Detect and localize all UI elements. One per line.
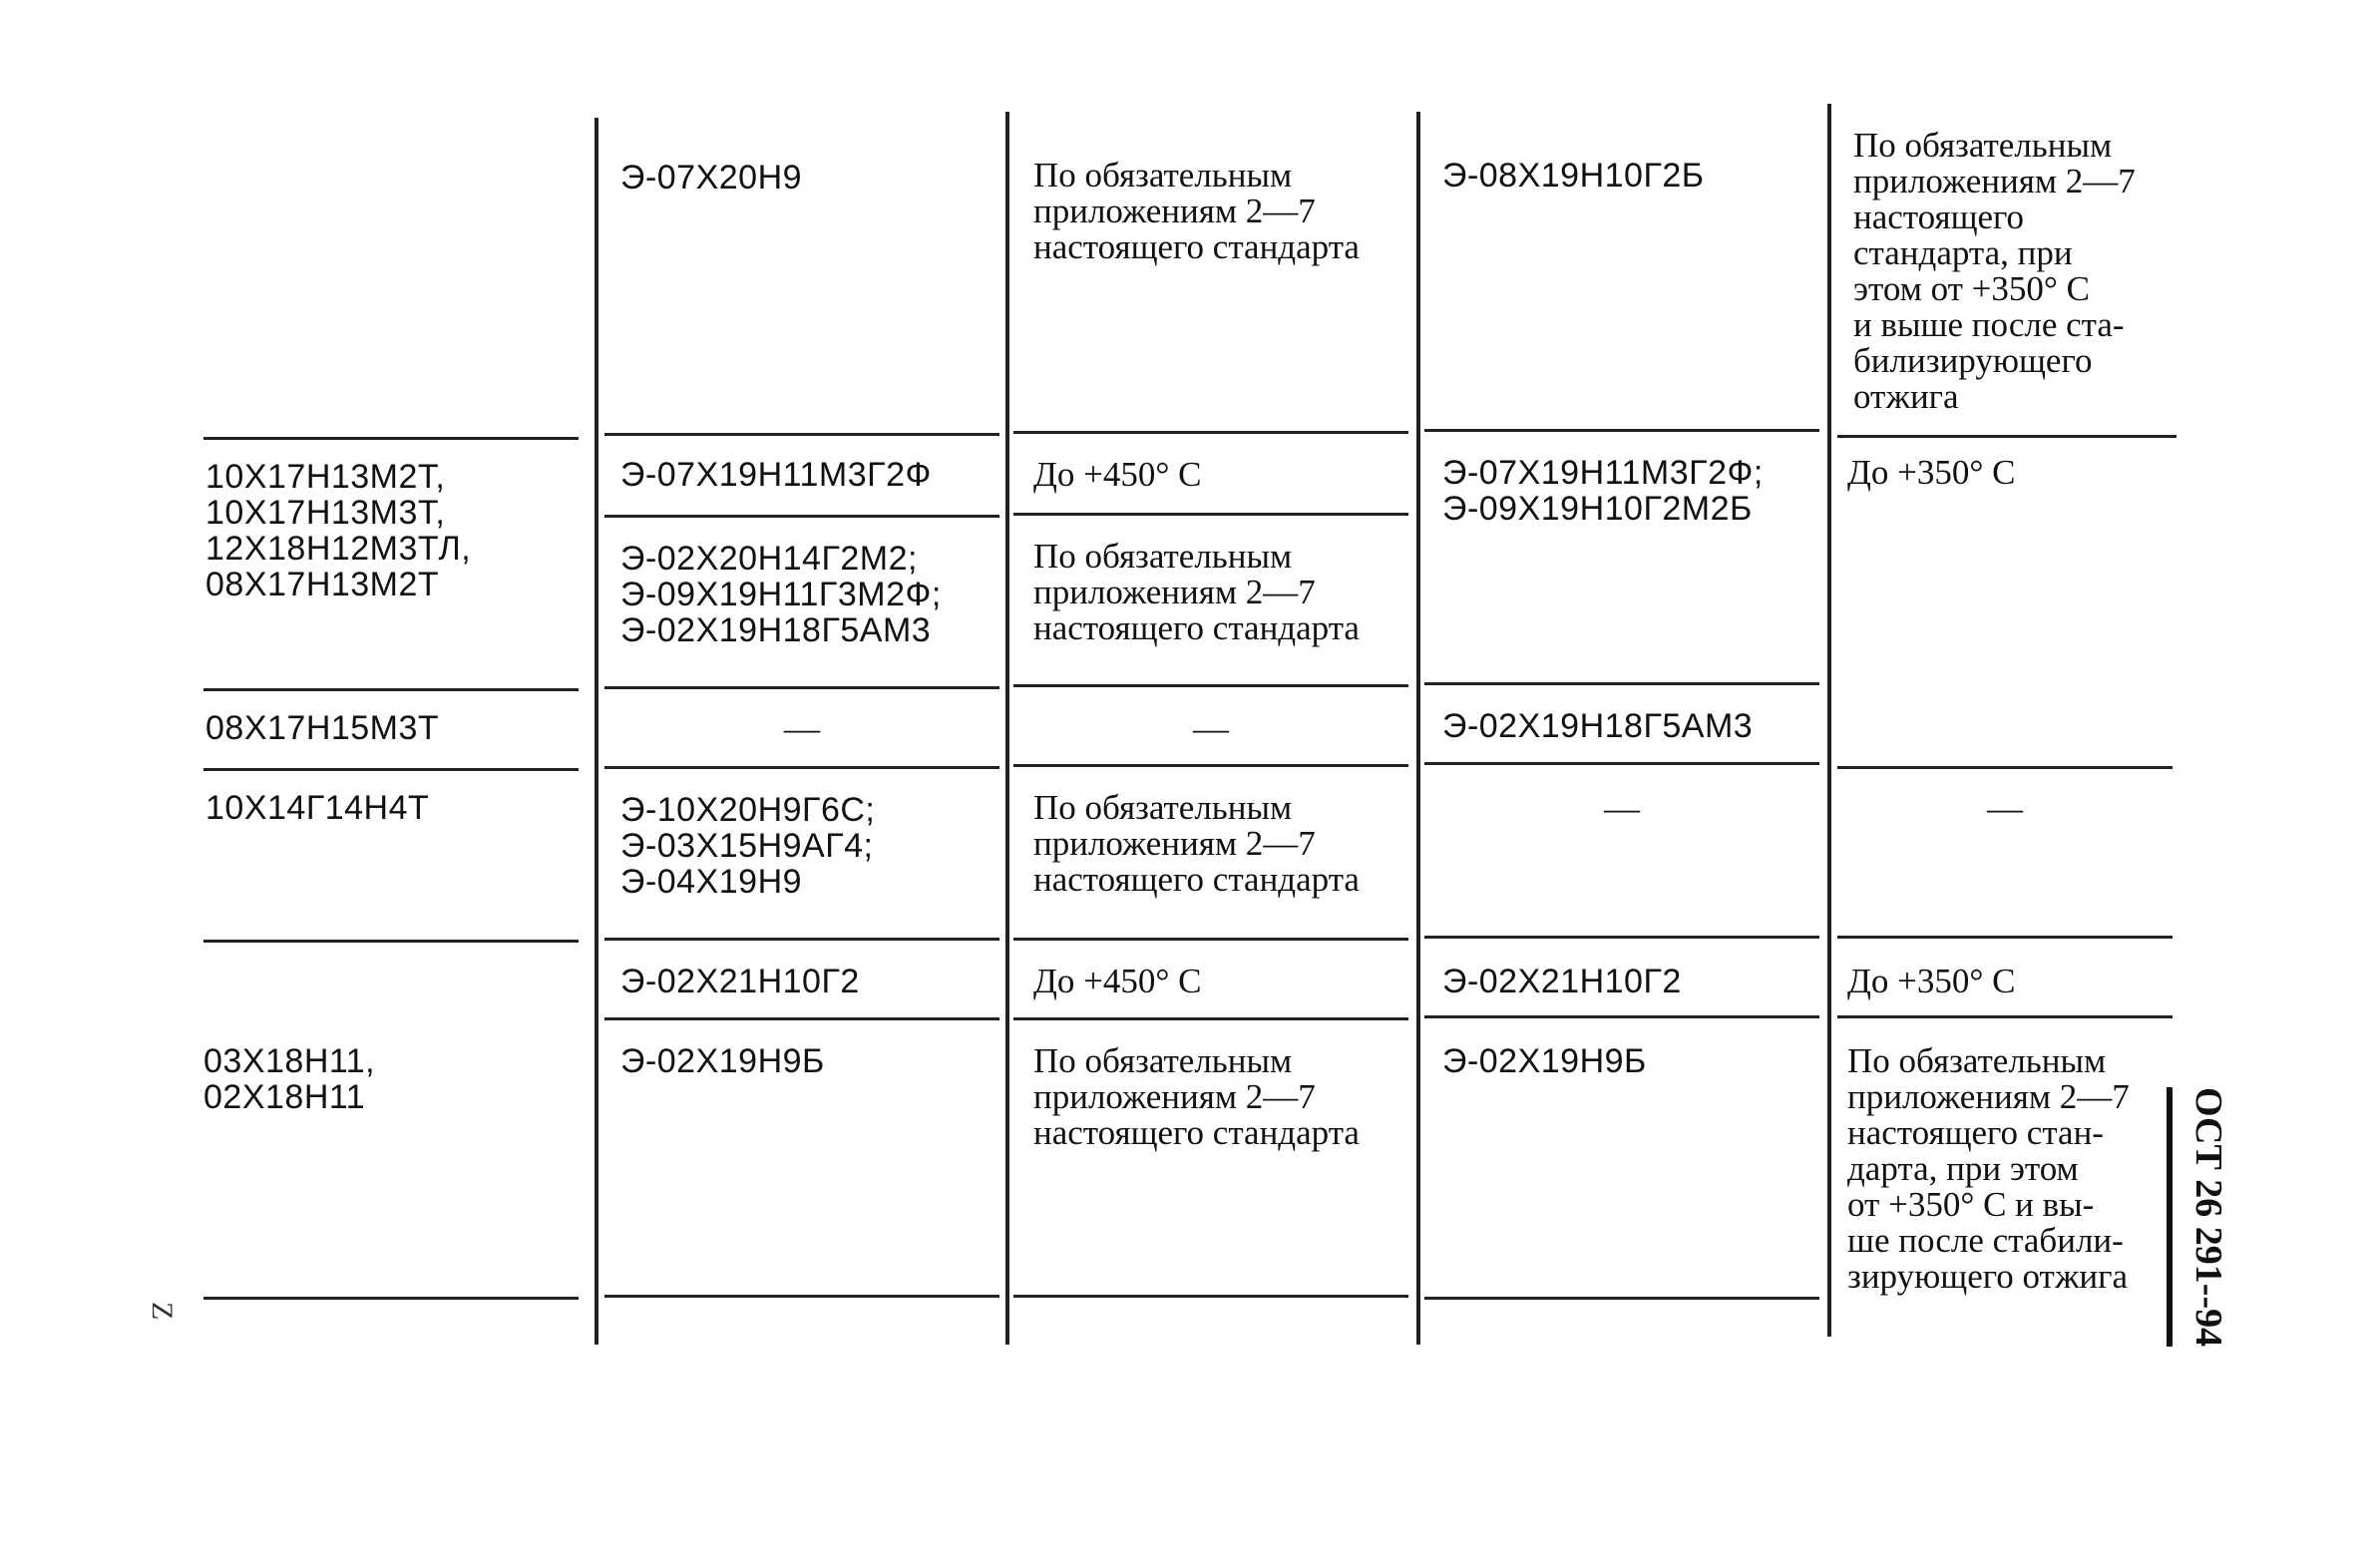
row-divider (1013, 1017, 1408, 1020)
row-divider (1837, 936, 2173, 939)
row-divider (1424, 1015, 1819, 1018)
conditions-b: По обязательным приложениям 2—7 настоящего стандарта, при этом от +350° С и выше после ста- билизирующего отжига (1853, 126, 2136, 416)
row-divider (203, 940, 579, 943)
row-divider (1013, 1295, 1408, 1298)
row-divider (203, 437, 579, 440)
electrode-a: Э-07Х19Н11М3Г2Ф (620, 456, 932, 494)
row-divider (1013, 684, 1408, 687)
steel-grade: 03Х18Н11, 02Х18Н11 (203, 1042, 376, 1116)
conditions-a: По обязательным приложениям 2—7 настоящего стандарта (1033, 1041, 1360, 1152)
column-divider (1416, 112, 1420, 1345)
row-divider (604, 938, 999, 941)
row-divider (1424, 762, 1819, 765)
conditions-b: До +350° С (1847, 453, 2016, 492)
conditions-a: До +450° С (1033, 455, 1202, 494)
conditions-a: По обязательным приложениям 2—7 настоящего стандарта (1033, 788, 1360, 899)
conditions-b: — (1987, 788, 2023, 828)
column-divider (594, 118, 598, 1345)
conditions-a: По обязательным приложениям 2—7 настоящего стандарта (1033, 156, 1360, 266)
row-divider (604, 766, 999, 769)
row-divider (1013, 938, 1408, 941)
electrode-a: — (784, 708, 820, 748)
side-code: ОСТ 26 291--94 (2187, 1087, 2229, 1348)
electrode-b: Э-02Х19Н18Г5АМ3 (1442, 707, 1754, 745)
row-divider (1424, 429, 1819, 432)
row-divider (1013, 431, 1408, 434)
electrode-b: — (1604, 788, 1640, 828)
row-divider (1013, 513, 1408, 516)
conditions-b: До +350° С (1847, 962, 2016, 1000)
row-divider (604, 1017, 999, 1020)
column-divider (1827, 104, 1831, 1337)
electrode-b: Э-08Х19Н10Г2Б (1442, 157, 1705, 195)
electrode-a: Э-02Х20Н14Г2М2; Э-09Х19Н11Г3М2Ф; Э-02Х19Н18Г5АМ3 (620, 540, 942, 649)
row-divider (203, 1297, 579, 1300)
conditions-b: По обязательным приложениям 2—7 настоящего стан- дарта, при этом от +350° С и вы- ше после стабили- зирующего отжига (1847, 1041, 2130, 1296)
page-mark: Z (146, 1302, 179, 1321)
row-divider (604, 686, 999, 689)
row-divider (604, 1295, 999, 1298)
row-divider (1013, 764, 1408, 767)
conditions-a: По обязательным приложениям 2—7 настоящего стандарта (1033, 537, 1360, 647)
steel-grade: 08Х17Н15М3Т (205, 709, 440, 747)
row-divider (203, 688, 579, 691)
side-rule (2167, 1087, 2173, 1347)
row-divider (1424, 936, 1819, 939)
row-divider (1837, 766, 2173, 769)
row-divider (604, 433, 999, 436)
column-divider (1005, 112, 1009, 1345)
electrode-a: Э-02Х19Н9Б (620, 1042, 825, 1080)
row-divider (1837, 435, 2177, 438)
electrode-a: Э-10Х20Н9Г6С; Э-03Х15Н9АГ4; Э-04Х19Н9 (620, 791, 876, 901)
electrode-a: Э-02Х21Н10Г2 (620, 963, 860, 1000)
side-code-block (2167, 1087, 2236, 1347)
steel-grade: 10Х14Г14Н4Т (205, 789, 430, 827)
steel-grade: 10Х17Н13М2Т, 10Х17Н13М3Т, 12Х18Н12М3ТЛ, 08Х17Н13М2Т (205, 458, 472, 603)
row-divider (1424, 1297, 1819, 1300)
row-divider (203, 768, 579, 771)
row-divider (1837, 1015, 2173, 1018)
row-divider (1424, 682, 1819, 685)
row-divider (604, 515, 999, 518)
electrode-b: Э-02Х21Н10Г2 (1442, 963, 1682, 1000)
conditions-a: — (1193, 708, 1229, 748)
conditions-a: До +450° С (1033, 962, 1202, 1000)
electrode-b: Э-07Х19Н11М3Г2Ф; Э-09Х19Н10Г2М2Б (1442, 454, 1764, 528)
electrode-a: Э-07Х20Н9 (620, 159, 803, 196)
electrode-b: Э-02Х19Н9Б (1442, 1042, 1647, 1080)
